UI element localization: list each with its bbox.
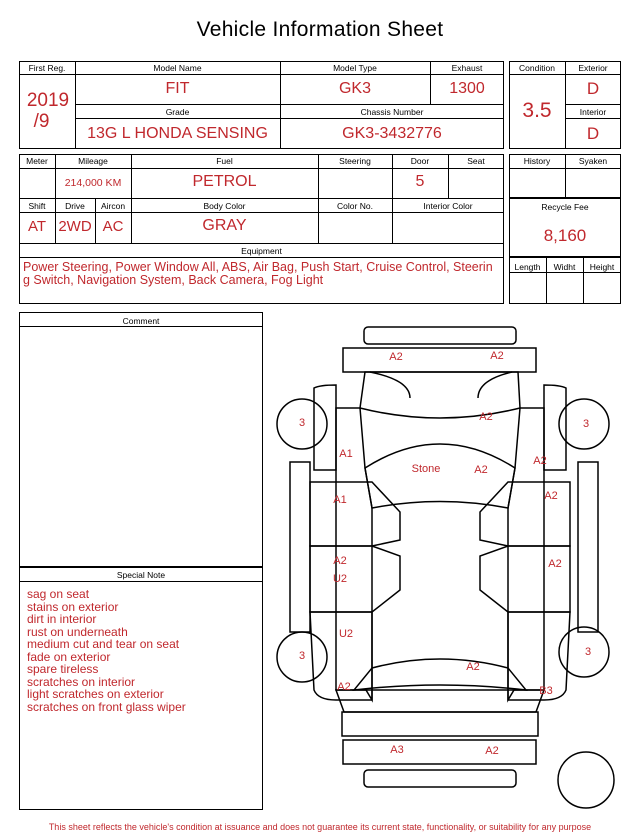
interior-label: Interior <box>579 107 607 117</box>
note-item: scratches on interior <box>27 674 136 689</box>
page-title: Vehicle Information Sheet <box>196 18 444 41</box>
mileage-value: 214,000 KM <box>64 177 122 189</box>
first-reg-year: 2019 <box>26 90 70 111</box>
note-item: medium cut and tear on seat <box>27 637 180 651</box>
meter-label: Meter <box>26 156 48 166</box>
chassis-number-value: GK3-3432776 <box>342 125 442 142</box>
chassis-number-label: Chassis Number <box>360 107 424 117</box>
drive-value: 2WD <box>58 218 92 235</box>
mark-right-quarter: B3 <box>539 685 553 697</box>
mark-rear-bumper-left: A3 <box>390 744 404 756</box>
mark-windshield-stone: Stone <box>411 463 441 475</box>
equipment-label: Equipment <box>241 246 282 256</box>
mark-right-fender: A2 <box>533 455 547 467</box>
mark-hood: A2 <box>479 411 493 423</box>
model-name-label: Model Name <box>153 63 202 73</box>
door-value: 5 <box>415 173 425 190</box>
note-item: scratches on front glass wiper <box>27 699 186 714</box>
mark-front-bumper-right: A2 <box>490 350 504 362</box>
shift-label: Shift <box>28 201 46 211</box>
exterior-grade: D <box>586 79 600 98</box>
height-label: Height <box>589 262 615 272</box>
recycle-fee-value: 8,160 <box>543 226 587 245</box>
color-no-label: Color No. <box>337 201 373 211</box>
grade-label: Grade <box>165 107 190 117</box>
mark-right-front-door: A2 <box>544 490 558 502</box>
syaken-label: Syaken <box>578 156 608 166</box>
note-item: stains on exterior <box>27 599 119 614</box>
shift-value: AT <box>27 218 47 235</box>
seat-label: Seat <box>467 156 485 166</box>
note-item: rust on underneath <box>27 624 128 639</box>
mark-tire-front-right: 3 <box>582 418 590 430</box>
door-label: Door <box>410 156 430 166</box>
interior-grade: D <box>586 124 600 143</box>
mark-tire-rear-left: 3 <box>298 650 306 662</box>
mark-rear-bumper-right: A2 <box>485 745 499 757</box>
note-item: dirt in interior <box>27 612 97 626</box>
mark-left-rear-door-a: A2 <box>333 555 347 567</box>
width-label: Widht <box>553 262 576 272</box>
mark-left-front-door: A1 <box>333 494 347 506</box>
first-reg-label: First Reg. <box>28 63 66 73</box>
condition-label: Condition <box>519 63 555 73</box>
note-item: light scratches on exterior <box>27 687 164 701</box>
note-item: sag on seat <box>27 587 90 601</box>
model-type-value: GK3 <box>338 80 371 97</box>
model-name-value: FIT <box>165 80 190 97</box>
condition-score: 3.5 <box>522 99 552 122</box>
disclaimer-footer: This sheet reflects the vehicle's condition at issuance and does not guarantee its current state, functionality, or suitability for any purpose <box>48 822 592 832</box>
grade-value: 13G L HONDA SENSING <box>87 125 268 142</box>
equipment-list: Power Steering, Power Window All, ABS, Air Bag, Push Start, Cruise Control, Steerin g Switch, Navigation System, Back Camera, Fog Light <box>23 260 493 287</box>
mark-tire-rear-right: 3 <box>584 646 592 658</box>
comment-label: Comment <box>122 316 160 326</box>
mark-left-quarter-u: U2 <box>338 628 354 640</box>
fuel-label: Fuel <box>216 156 233 166</box>
exhaust-label: Exhaust <box>451 63 483 73</box>
mark-right-rear-door: A2 <box>548 558 562 570</box>
aircon-value: AC <box>102 218 124 235</box>
aircon-label: Aircon <box>100 201 126 211</box>
history-label: History <box>523 156 551 166</box>
mark-left-quarter-a: A2 <box>337 681 351 693</box>
note-item: fade on exterior <box>27 649 111 664</box>
drive-label: Drive <box>65 201 85 211</box>
model-type-label: Model Type <box>333 63 377 73</box>
body-color-value: GRAY <box>202 217 247 234</box>
exterior-label: Exterior <box>578 63 608 73</box>
mark-windshield: A2 <box>474 464 488 476</box>
note-item: spare tireless <box>27 662 99 676</box>
special-note-label: Special Note <box>116 570 166 580</box>
body-color-label: Body Color <box>203 201 246 211</box>
mark-front-bumper-left: A2 <box>389 351 403 363</box>
recycle-fee-label: Recycle Fee <box>541 202 589 212</box>
length-label: Length <box>514 262 541 272</box>
first-reg-month: /9 <box>33 111 50 132</box>
mileage-label: Mileage <box>78 156 108 166</box>
interior-color-label: Interior Color <box>423 201 473 211</box>
mark-left-rear-door-u: U2 <box>332 573 348 585</box>
steering-label: Steering <box>339 156 371 166</box>
exhaust-value: 1300 <box>449 80 485 97</box>
mark-left-fender: A1 <box>339 448 353 460</box>
mark-tire-front-left: 3 <box>298 417 306 429</box>
fuel-value: PETROL <box>192 173 257 190</box>
mark-trunk: A2 <box>466 661 480 673</box>
